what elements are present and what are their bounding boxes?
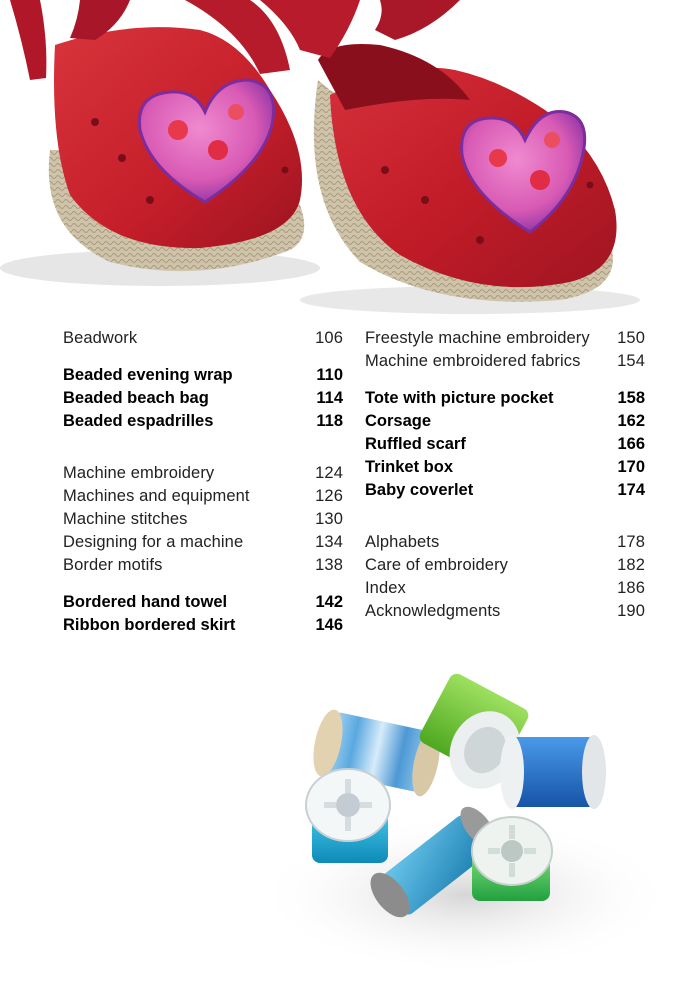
toc-entry-page: 170	[617, 458, 645, 476]
toc-entry-page: 158	[617, 389, 645, 407]
toc-entry[interactable]	[365, 600, 645, 623]
toc-entry-page: 178	[617, 533, 645, 551]
toc-entry[interactable]	[63, 410, 343, 433]
toc-entry-title: Corsage	[365, 412, 432, 430]
toc-entry-title: Machine stitches	[63, 510, 188, 528]
toc-entry[interactable]	[365, 387, 645, 410]
toc-group	[63, 462, 343, 577]
toc-group	[63, 591, 343, 637]
toc-entry[interactable]	[63, 387, 343, 410]
toc-entry-page: 138	[315, 556, 343, 574]
toc-entry[interactable]	[63, 364, 343, 387]
toc-entry[interactable]	[365, 531, 645, 554]
toc-entry-title: Designing for a machine	[63, 533, 244, 551]
toc-entry-page: 190	[617, 602, 645, 620]
toc-entry-title: Baby coverlet	[365, 481, 474, 499]
toc-entry[interactable]	[63, 531, 343, 554]
toc-entry-page: 134	[315, 533, 343, 551]
toc-entry[interactable]	[365, 327, 645, 350]
toc-entry[interactable]	[63, 508, 343, 531]
thread-spools-photo	[230, 655, 692, 983]
toc-entry-page: 114	[316, 389, 343, 407]
toc-entry-page: 110	[316, 366, 343, 384]
toc-entry-title: Index	[365, 579, 406, 597]
toc-entry[interactable]	[63, 614, 343, 637]
toc-entry[interactable]	[365, 577, 645, 600]
toc-entry-page: 118	[316, 412, 343, 430]
toc-entry-title: Ribbon bordered skirt	[63, 616, 236, 634]
toc-left-column	[63, 327, 343, 651]
toc-entry[interactable]	[365, 479, 645, 502]
toc-entry-title: Beadwork	[63, 329, 138, 347]
toc-group	[63, 364, 343, 433]
toc-entry-title: Machine embroidery	[63, 464, 215, 482]
spool-royal-blue	[500, 735, 606, 809]
toc-entry-title: Freestyle machine embroidery	[365, 329, 590, 347]
toc-entry-page: 174	[617, 481, 645, 499]
toc-entry-title: Ruffled scarf	[365, 435, 466, 453]
toc-entry[interactable]	[63, 327, 343, 350]
spool-bright-green	[472, 817, 552, 901]
spool-cyan	[306, 769, 390, 863]
toc-entry[interactable]	[63, 485, 343, 508]
toc-entry-page: 142	[315, 593, 343, 611]
toc-group	[365, 327, 645, 373]
toc-entry-title: Bordered hand towel	[63, 593, 228, 611]
toc-entry-title: Trinket box	[365, 458, 454, 476]
toc-entry-page: 126	[315, 487, 343, 505]
toc-entry-page: 162	[617, 412, 645, 430]
toc-entry-title: Care of embroidery	[365, 556, 509, 574]
toc-entry-title: Beaded evening wrap	[63, 366, 233, 384]
toc-entry[interactable]	[365, 433, 645, 456]
toc-entry-page: 166	[617, 435, 645, 453]
toc-entry-page: 124	[315, 464, 343, 482]
toc-entry-page: 146	[315, 616, 343, 634]
toc-entry-page: 186	[617, 579, 645, 597]
toc-entry[interactable]	[63, 554, 343, 577]
toc-entry[interactable]	[63, 462, 343, 485]
toc-entry-page: 150	[617, 329, 645, 347]
toc-entry[interactable]	[365, 456, 645, 479]
toc-entry-title: Machines and equipment	[63, 487, 250, 505]
toc-right-column	[365, 327, 645, 637]
toc-entry-page: 154	[617, 352, 645, 370]
thread-spools-illustration	[230, 655, 692, 983]
toc-entry-title: Machine embroidered fabrics	[365, 352, 581, 370]
toc-entry-page: 182	[617, 556, 645, 574]
toc-entry-page: 106	[315, 329, 343, 347]
toc-entry-title: Beaded beach bag	[63, 389, 209, 407]
toc-entry-title: Beaded espadrilles	[63, 412, 214, 430]
toc-group	[63, 327, 343, 350]
toc-entry-title: Border motifs	[63, 556, 163, 574]
toc-entry-title: Alphabets	[365, 533, 440, 551]
toc-group	[365, 387, 645, 502]
espadrilles-photo	[0, 0, 692, 318]
toc-entry[interactable]	[365, 554, 645, 577]
toc-entry[interactable]	[63, 591, 343, 614]
toc-entry-title: Acknowledgments	[365, 602, 501, 620]
toc-entry[interactable]	[365, 350, 645, 373]
espadrilles-illustration	[0, 0, 692, 318]
toc-group	[365, 531, 645, 623]
toc-entry[interactable]	[365, 410, 645, 433]
toc-entry-page: 130	[315, 510, 343, 528]
toc-entry-title: Tote with picture pocket	[365, 389, 554, 407]
